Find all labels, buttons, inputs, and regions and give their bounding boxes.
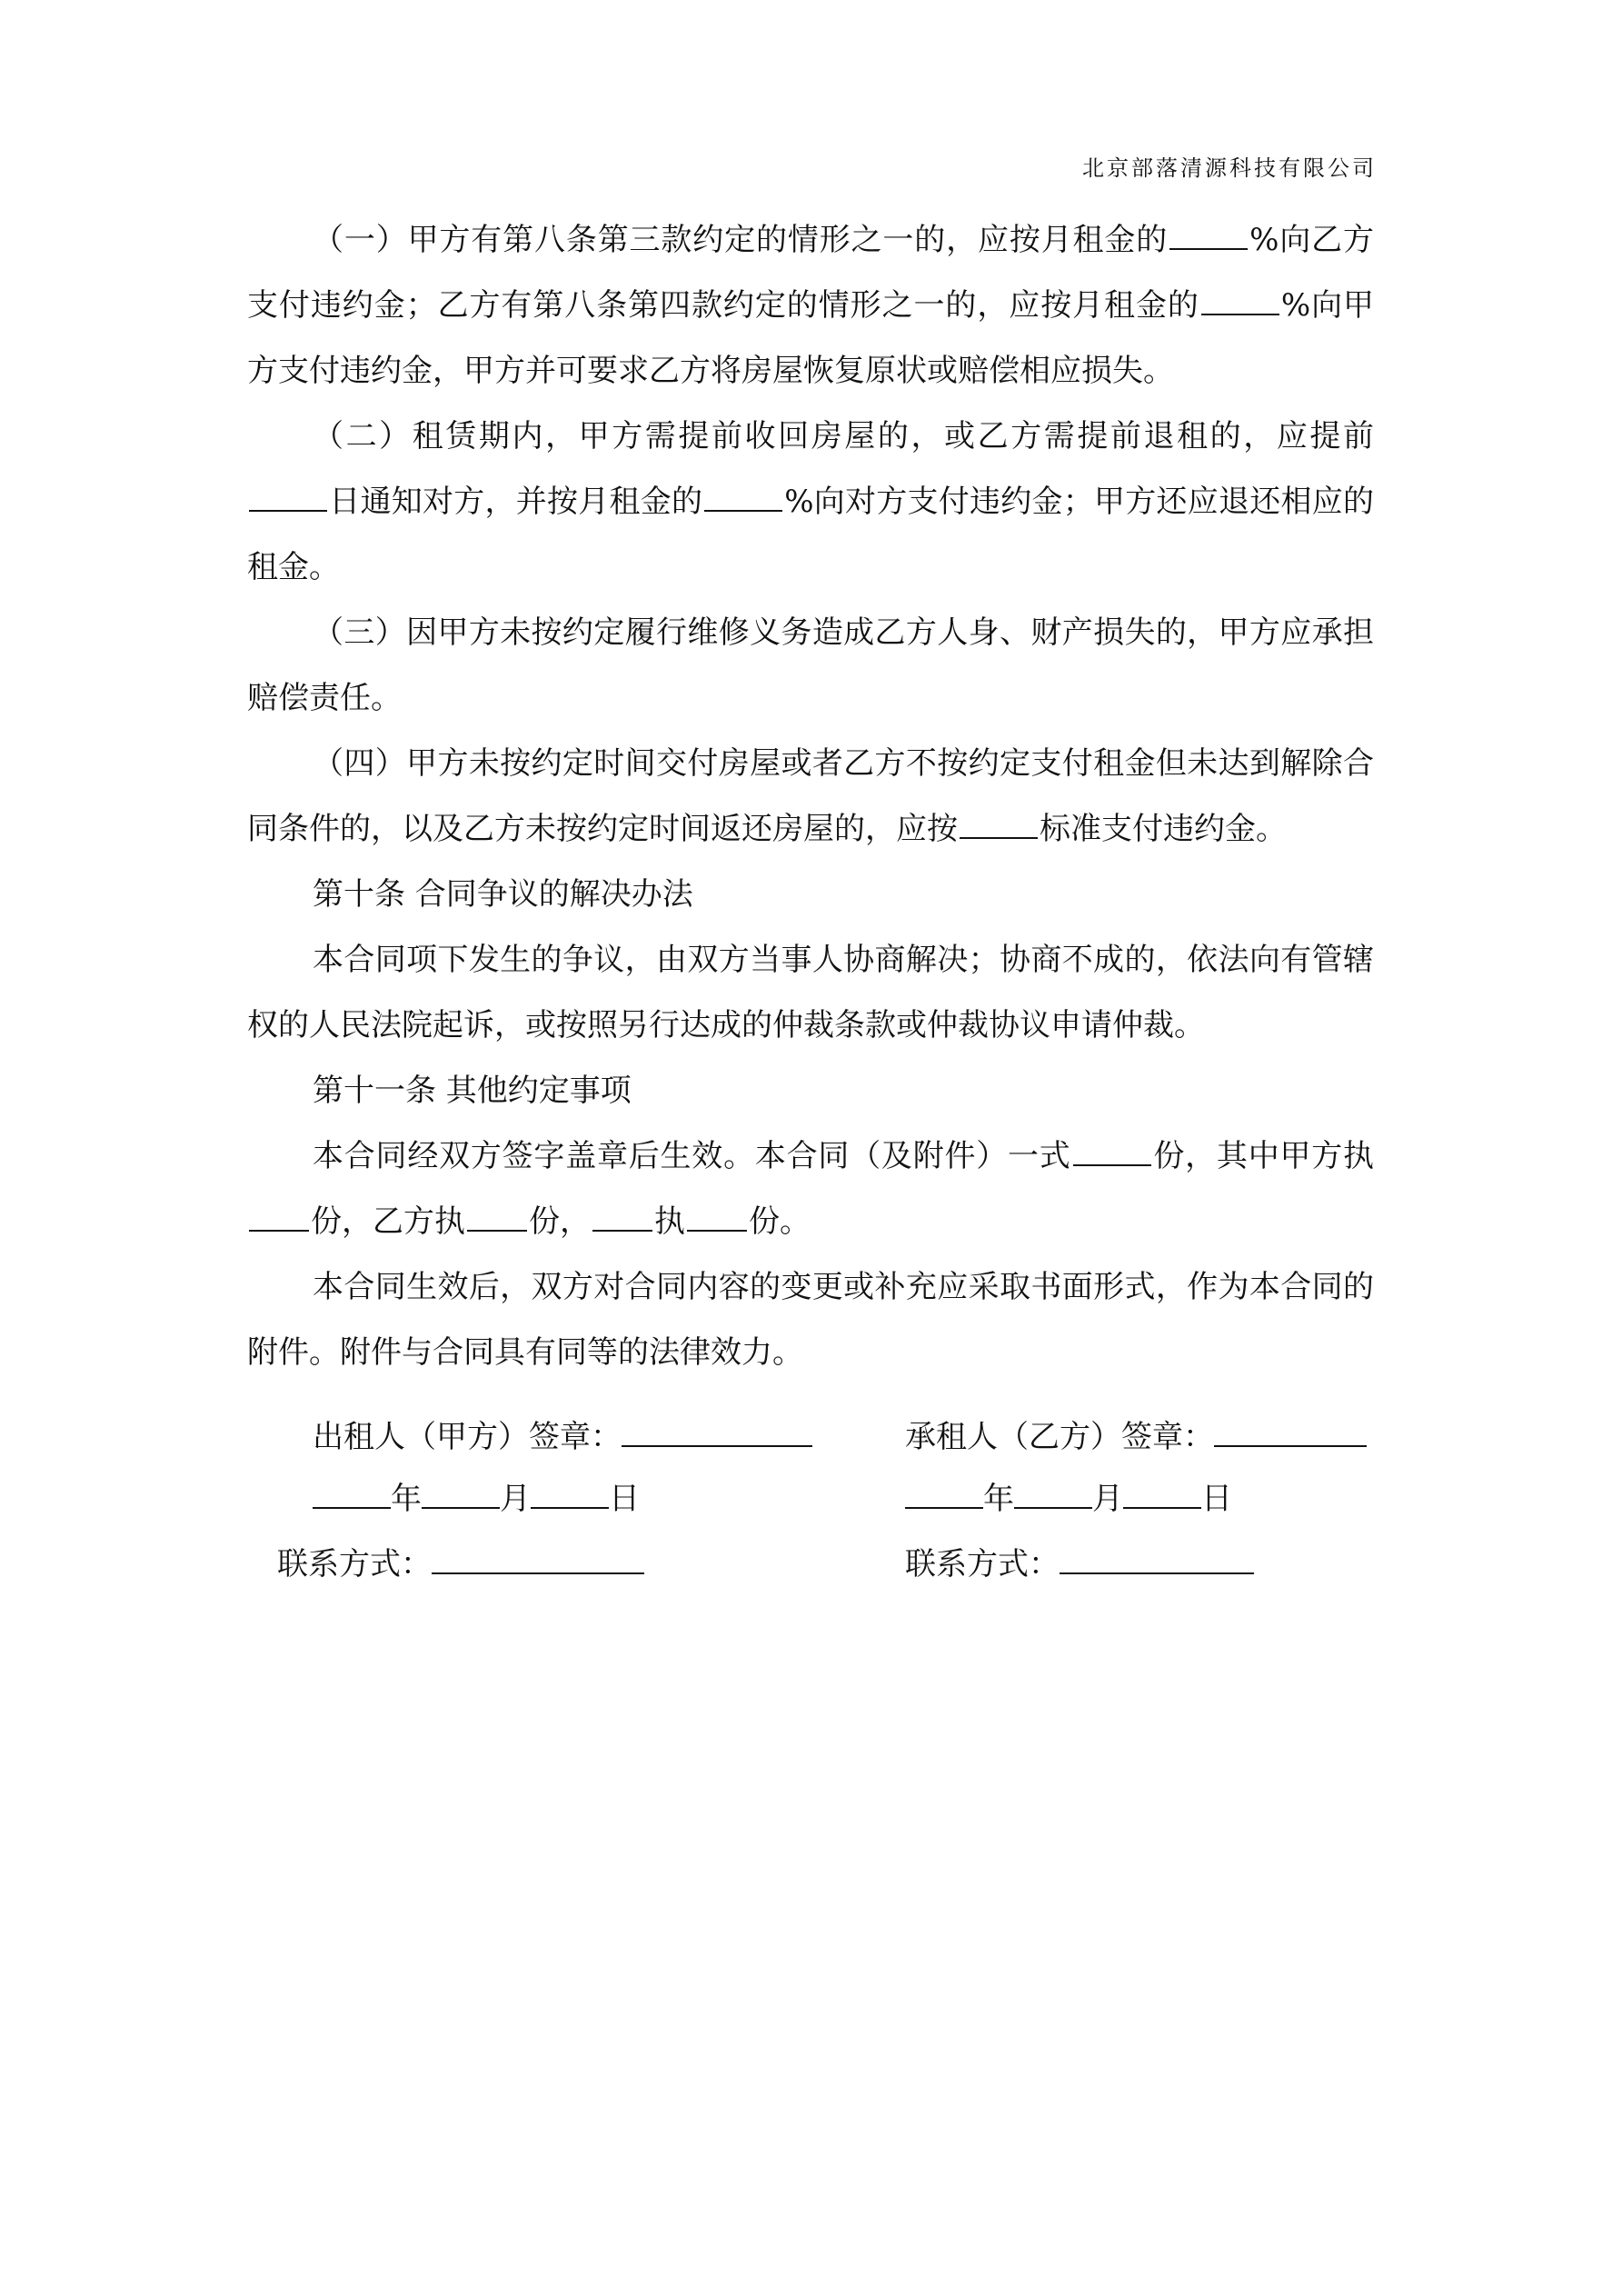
- blank-field[interactable]: [960, 810, 1038, 839]
- lessee-date-row: 年 月 日: [905, 1480, 1232, 1517]
- lessee-year-field[interactable]: [905, 1480, 983, 1509]
- blank-field[interactable]: [687, 1203, 747, 1232]
- lessor-month-field[interactable]: [422, 1480, 500, 1509]
- lessee-contact-line[interactable]: [1060, 1545, 1254, 1574]
- blank-field[interactable]: [592, 1203, 652, 1232]
- blank-field[interactable]: [1169, 221, 1248, 250]
- lessee-month-field[interactable]: [1014, 1480, 1092, 1509]
- blank-field[interactable]: [1073, 1137, 1151, 1166]
- lessee-contact-row: 联系方式：: [905, 1545, 1254, 1582]
- article-11-paragraph-2: 本合同生效后，双方对合同内容的变更或补充应采取书面形式，作为本合同的附件。附件与合同具有同等的法律效力。: [247, 1269, 1374, 1371]
- blank-field[interactable]: [249, 483, 327, 512]
- lessor-contact-row: 联系方式：: [277, 1545, 644, 1582]
- article-10-title: 第十条 合同争议的解决办法: [313, 876, 693, 913]
- blank-field[interactable]: [249, 1203, 309, 1232]
- lessor-day-field[interactable]: [531, 1480, 609, 1509]
- article-11-title: 第十一条 其他约定事项: [313, 1073, 632, 1109]
- contract-body: [247, 207, 1374, 1385]
- lessor-signature-line[interactable]: [622, 1418, 812, 1447]
- clause-1: （一）甲方有第八条第三款约定的情形之一的，应按月租金的 %向乙方支付违约金；乙方有第八条第四款约定的情形之一的，应按月租金的 %向甲方支付违约金，甲方并可要求乙方将房屋恢复原状或赔偿相应损失。: [247, 222, 1375, 389]
- blank-field[interactable]: [1201, 286, 1279, 315]
- lessor-signature-row: 出租人（甲方）签章：: [313, 1418, 812, 1455]
- clause-3: （三）因甲方未按约定履行维修义务造成乙方人身、财产损失的，甲方应承担赔偿责任。: [247, 614, 1374, 716]
- lessee-signature-line[interactable]: [1214, 1418, 1367, 1447]
- clause-2: （二）租赁期内，甲方需提前收回房屋的，或乙方需提前退租的，应提前日通知对方，并按月租金的 %向对方支付违约金；甲方还应退还相应的租金。: [247, 418, 1375, 585]
- article-10-text: 本合同项下发生的争议，由双方当事人协商解决；协商不成的，依法向有管辖权的人民法院起诉，或按照另行达成的仲裁条款或仲裁协议申请仲裁。: [247, 942, 1374, 1043]
- article-11-paragraph-1: 本合同经双方签字盖章后生效。本合同（及附件）一式 份，其中甲方执份，乙方执 份， 执 份。: [247, 1123, 1374, 1254]
- blank-field[interactable]: [467, 1203, 527, 1232]
- company-header: 北京部落清源科技有限公司: [1082, 155, 1377, 181]
- clause-4: （四）甲方未按约定时间交付房屋或者乙方不按约定支付租金但未达到解除合同条件的，以及乙方未按约定时间返还房屋的，应按 标准支付违约金。: [247, 745, 1374, 847]
- lessor-year-field[interactable]: [313, 1480, 391, 1509]
- lessor-date-row: 年 月 日: [313, 1480, 640, 1517]
- lessee-day-field[interactable]: [1123, 1480, 1201, 1509]
- lessee-signature-row: 承租人（乙方）签章：: [905, 1418, 1367, 1455]
- lessor-contact-line[interactable]: [432, 1545, 644, 1574]
- blank-field[interactable]: [704, 483, 782, 512]
